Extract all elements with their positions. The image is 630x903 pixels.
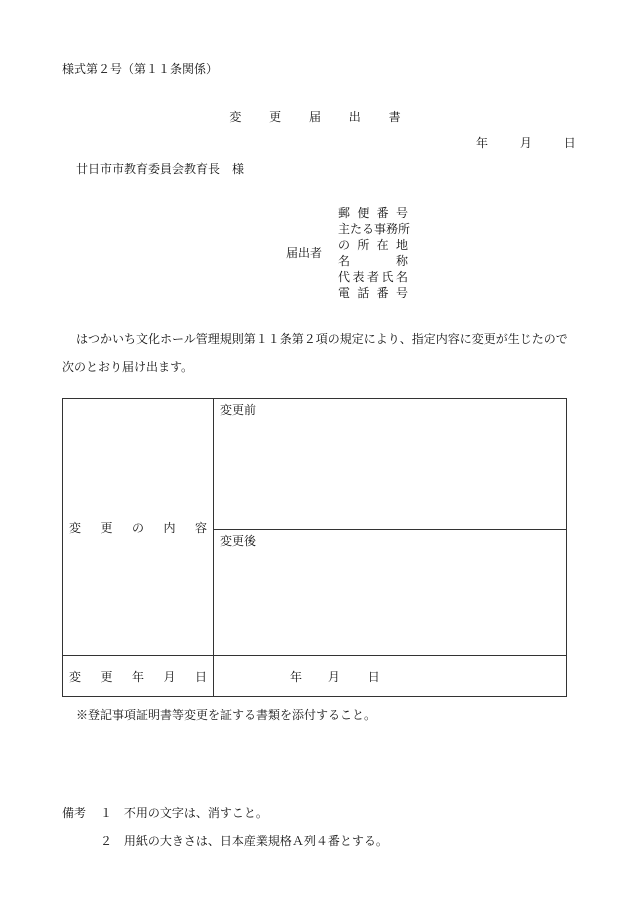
applicant-fields bbox=[338, 205, 411, 301]
date-label-cell bbox=[63, 656, 214, 697]
phone-field: 電 話 番 号 bbox=[338, 286, 408, 300]
name-field: 名 称 bbox=[338, 254, 408, 268]
remark-item bbox=[100, 832, 388, 849]
content-label: 変 更 の 内 容 bbox=[69, 520, 207, 535]
office-field-line1: 主たる事務所 bbox=[338, 222, 411, 236]
office-field-line2: の 所 在 地 bbox=[338, 238, 408, 252]
representative-field: 代表者氏名 bbox=[338, 270, 408, 284]
date-month-label: 月 bbox=[519, 136, 532, 150]
remark-number: １ bbox=[100, 806, 113, 820]
before-cell[interactable] bbox=[214, 399, 567, 530]
change-month-label: 月 bbox=[327, 669, 340, 684]
remarks-heading: 備考 bbox=[62, 806, 87, 820]
before-label: 変更前 bbox=[220, 403, 257, 417]
remark-text: 不用の文字は、消すこと。 bbox=[123, 806, 268, 820]
submission-date bbox=[476, 134, 576, 151]
remark-item bbox=[100, 804, 268, 821]
table-note: ※登記事項証明書等変更を証する書類を添付すること。 bbox=[76, 708, 377, 722]
change-date-label: 変 更 年 月 日 bbox=[69, 669, 207, 684]
after-cell[interactable] bbox=[214, 530, 567, 656]
change-day-label: 日 bbox=[367, 669, 380, 684]
addressee: 廿日市市教育委員会教育長 様 bbox=[76, 162, 245, 176]
content-label-cell bbox=[63, 399, 214, 656]
applicant-label: 届出者 bbox=[286, 246, 323, 260]
change-date-cell[interactable] bbox=[214, 656, 567, 697]
document-title: 変 更 届 出 書 bbox=[229, 110, 413, 124]
date-day-label: 日 bbox=[563, 136, 576, 150]
remark-number: ２ bbox=[100, 834, 113, 848]
change-table bbox=[62, 398, 567, 697]
remark-text: 用紙の大きさは、日本産業規格Ａ列４番とする。 bbox=[123, 834, 388, 848]
postal-code-field: 郵 便 番 号 bbox=[338, 206, 408, 220]
date-year-label: 年 bbox=[476, 136, 489, 150]
form-number: 様式第２号（第１１条関係） bbox=[62, 62, 219, 76]
change-year-label: 年 bbox=[290, 669, 303, 684]
body-text: はつかいち文化ホール管理規則第１１条第２項の規定により、指定内容に変更が生じたので次のとおり届け出ます。 bbox=[62, 332, 568, 374]
after-label: 変更後 bbox=[220, 534, 257, 548]
